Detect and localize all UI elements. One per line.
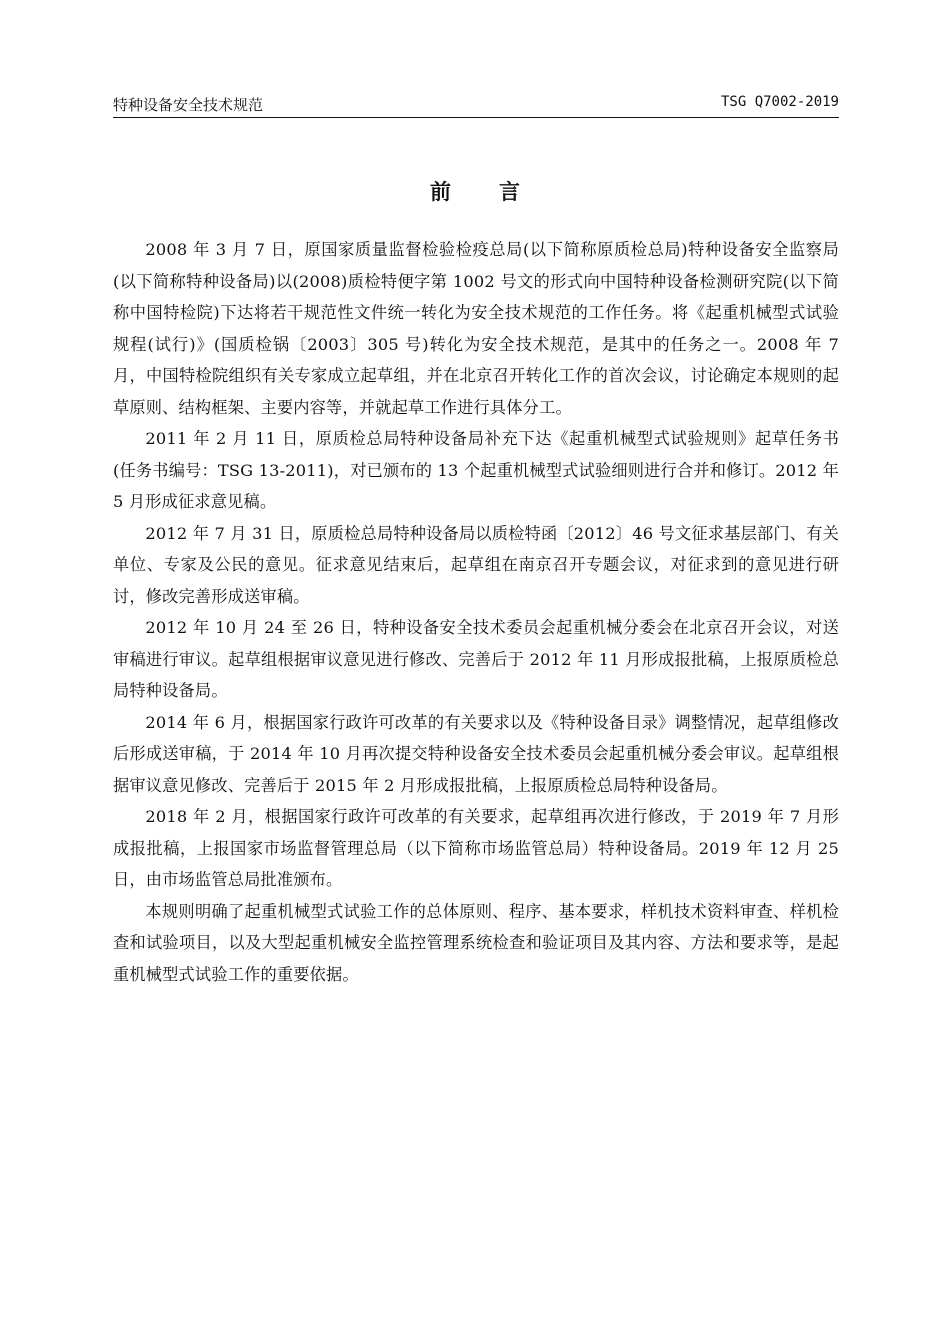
paragraph: 2018 年 2 月，根据国家行政许可改革的有关要求，起草组再次进行修改，于 2019 年 7 月形成报批稿，上报国家市场监督管理总局（以下简称市场监管总局）特种设备局。2019 年 12 月 25 日，由市场监管总局批准颁布。	[113, 807, 839, 889]
page-title: 前言	[430, 180, 568, 204]
paragraph: 本规则明确了起重机械型式试验工作的总体原则、程序、基本要求，样机技术资料审查、样机检查和试验项目，以及大型起重机械安全监控管理系统检查和验证项目及其内容、方法和要求等，是起重机械型式试验工作的重要依据。	[113, 901, 839, 984]
header-series-title: 特种设备安全技术规范	[113, 96, 264, 114]
paragraph: 2012 年 10 月 24 至 26 日，特种设备安全技术委员会起重机械分委会在北京召开会议，对送审稿进行审议。起草组根据审议意见进行修改、完善后于 2012 年 11 月形成报批稿，上报原质检总局特种设备局。	[113, 618, 839, 700]
header-standard-code: TSG Q7002-2019	[720, 94, 839, 110]
paragraph: 2011 年 2 月 11 日，原质检总局特种设备局补充下达《起重机械型式试验规则》起草任务书(任务书编号：TSG 13-2011)，对已颁布的 13 个起重机械型式试验细则进行合并和修订。2012 年 5 月形成征求意见稿。	[113, 429, 839, 511]
preface-body	[113, 234, 839, 990]
paragraph: 2008 年 3 月 7 日，原国家质量监督检验检疫总局(以下简称原质检总局)特种设备安全监察局(以下简称特种设备局)以(2008)质检特便字第 1002 号文的形式向中国特种设备检测研究院(以下简称中国特检院)下达将若干规范性文件统一转化为安全技术规范的工作任务。将《起重机械型式试验规程(试行)》(国质检锅〔2003〕305 号)转化为安全技术规范，是其中的任务之一。2008 年 7 月，中国特检院组织有关专家成立起草组，并在北京召开转化工作的首次会议，讨论确定本规则的起草原则、结构框架、主要内容等，并就起草工作进行具体分工。	[113, 240, 839, 417]
running-header	[113, 94, 839, 118]
header-divider	[113, 117, 839, 118]
paragraph: 2012 年 7 月 31 日，原质检总局特种设备局以质检特函〔2012〕46 号文征求基层部门、有关单位、专家及公民的意见。征求意见结束后，起草组在南京召开专题会议，对征求到的意见进行研讨，修改完善形成送审稿。	[113, 523, 839, 606]
paragraph: 2014 年 6 月，根据国家行政许可改革的有关要求以及《特种设备目录》调整情况，起草组修改后形成送审稿，于 2014 年 10 月再次提交特种设备安全技术委员会起重机械分委会审议。起草组根据审议意见修改、完善后于 2015 年 2 月形成报批稿，上报原质检总局特种设备局。	[113, 712, 839, 795]
